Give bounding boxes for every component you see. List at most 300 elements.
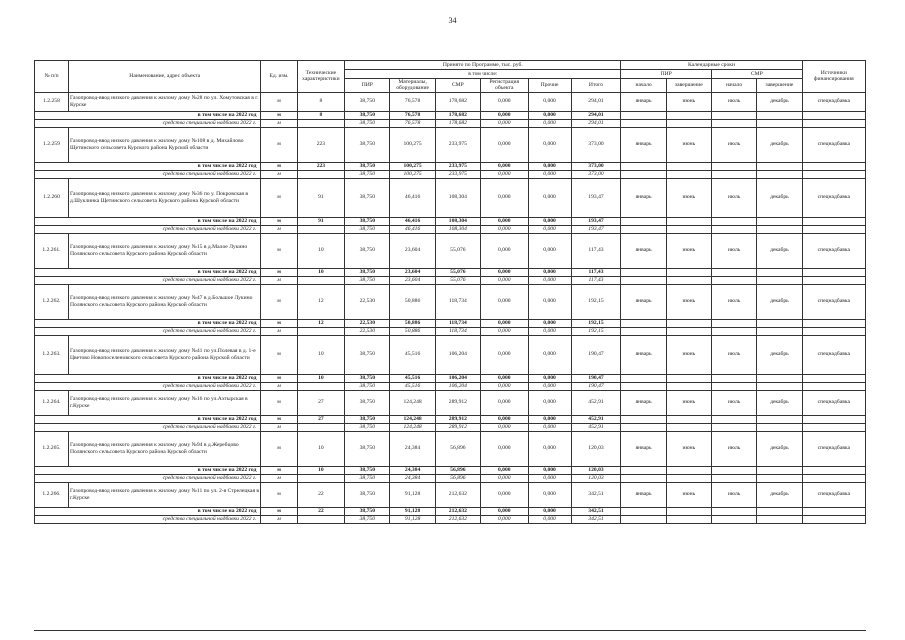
cost-value: 0,000 <box>528 319 571 327</box>
calendar-month: июнь <box>666 390 711 415</box>
object-name: Газопровод-ввод низкого давления к жилому дому №41 по ул.Полевая в д. 1-е Цветово Новопоселеновского сельсовета Курского района Курской области <box>68 335 260 374</box>
fund-label: средства специальной надбавки 2022 г. <box>35 225 261 233</box>
object-name: Газопровод-ввод низкого давления к жилому дому №28 по ул. Хомутовская в г. Курске <box>68 92 260 111</box>
cost-value: 24,384 <box>390 474 435 482</box>
header-col-pir: ПИР <box>345 79 390 93</box>
cost-value: 91,128 <box>390 507 435 515</box>
object-name: Газопровод-ввод низкого давления к жилому дому №15 в д.Малое Лукино Полянского сельсовета Курского района Курской области <box>68 233 260 268</box>
cost-value: 23,604 <box>390 276 435 284</box>
fund-row <box>35 515 866 523</box>
object-name: Газопровод-ввод низкого давления к жилому дому №16 по ул.Ахтырская в г.Курске <box>68 390 260 415</box>
cost-value: 38,750 <box>345 268 390 276</box>
cost-value: 0,000 <box>528 374 571 382</box>
cost-value: 342,51 <box>571 482 621 507</box>
cost-value: 0,000 <box>481 482 529 507</box>
cost-value: 38,750 <box>345 515 390 523</box>
tech-value: 10 <box>297 233 345 268</box>
subtotal-label: в том числе на 2022 год <box>35 374 261 382</box>
cost-value: 0,000 <box>481 111 529 119</box>
fund-row <box>35 382 866 390</box>
fund-label: средства специальной надбавки 2022 г. <box>35 382 261 390</box>
unit: м <box>261 170 297 178</box>
cost-value: 0,000 <box>528 178 571 217</box>
subtotal-label: в том числе на 2022 год <box>35 111 261 119</box>
funding-source: спецнадбавка <box>802 335 865 374</box>
cost-value: 0,000 <box>528 170 571 178</box>
cost-value: 38,750 <box>345 119 390 127</box>
fund-row <box>35 119 866 127</box>
calendar-month: июль <box>711 178 756 217</box>
cost-value: 0,000 <box>528 390 571 415</box>
unit: м <box>261 431 297 466</box>
unit: м <box>261 390 297 415</box>
header-col-materials: Материалы, оборудование <box>390 79 435 93</box>
funding-source: спецнадбавка <box>802 127 865 162</box>
cost-value: 38,750 <box>345 423 390 431</box>
cost-value: 46,416 <box>390 178 435 217</box>
tech-value: 10 <box>297 431 345 466</box>
cost-value: 38,750 <box>345 276 390 284</box>
row-number: 1.2.260 <box>35 178 69 217</box>
cost-value: 120,03 <box>571 474 621 482</box>
cost-value: 23,604 <box>390 233 435 268</box>
cost-value: 46,416 <box>390 225 435 233</box>
cost-value: 38,750 <box>345 111 390 119</box>
tech-value: 12 <box>297 319 345 327</box>
tech-value: 91 <box>297 178 345 217</box>
unit: м <box>261 374 297 382</box>
cost-value: 0,000 <box>481 284 529 319</box>
table-row <box>35 390 866 415</box>
cost-value: 120,03 <box>571 466 621 474</box>
header-name: Наименование, адрес объекта <box>68 61 260 93</box>
object-name: Газопровод-ввод низкого давления к жилому дому №108 в д. Михайлово Щетинского сельсовета Курского района Курской области <box>68 127 260 162</box>
unit: м <box>261 382 297 390</box>
cost-value: 233,975 <box>435 162 480 170</box>
cost-value: 0,000 <box>481 319 529 327</box>
cost-value: 0,000 <box>528 233 571 268</box>
cost-value: 452,91 <box>571 390 621 415</box>
calendar-month: июнь <box>666 335 711 374</box>
cost-value: 0,000 <box>528 335 571 374</box>
header-cal-start: начало <box>621 79 666 93</box>
cost-value: 0,000 <box>528 217 571 225</box>
tech-value: 10 <box>297 335 345 374</box>
cost-value: 22,530 <box>345 319 390 327</box>
fund-row <box>35 474 866 482</box>
cost-value: 118,734 <box>435 284 480 319</box>
unit: м <box>261 92 297 111</box>
cost-value: 38,750 <box>345 225 390 233</box>
fund-row <box>35 225 866 233</box>
fund-label: средства специальной надбавки 2022 г. <box>35 170 261 178</box>
fund-label: средства специальной надбавки 2022 г. <box>35 515 261 523</box>
cost-value: 46,416 <box>390 217 435 225</box>
cost-value: 212,632 <box>435 507 480 515</box>
header-cal-pir: ПИР <box>621 70 712 79</box>
subtotal-row <box>35 217 866 225</box>
row-number: 1.2.266. <box>35 482 69 507</box>
cost-value: 190,47 <box>571 382 621 390</box>
row-number: 1.2.265. <box>35 431 69 466</box>
cost-value: 0,000 <box>528 111 571 119</box>
cost-value: 108,304 <box>435 178 480 217</box>
calendar-month: июль <box>711 127 756 162</box>
cost-value: 56,896 <box>435 466 480 474</box>
subtotal-label: в том числе на 2022 год <box>35 217 261 225</box>
unit: м <box>261 335 297 374</box>
cost-value: 106,204 <box>435 382 480 390</box>
calendar-month: январь <box>621 482 666 507</box>
calendar-month: июнь <box>666 431 711 466</box>
cost-value: 0,000 <box>528 382 571 390</box>
subtotal-row <box>35 415 866 423</box>
subtotal-row <box>35 162 866 170</box>
program-table <box>34 60 866 524</box>
cost-value: 0,000 <box>528 276 571 284</box>
unit: м <box>261 466 297 474</box>
funding-source: спецнадбавка <box>802 431 865 466</box>
cost-value: 0,000 <box>528 431 571 466</box>
cost-value: 233,975 <box>435 127 480 162</box>
row-number: 1.2.263. <box>35 335 69 374</box>
cost-value: 117,43 <box>571 268 621 276</box>
header-unit: Ед. изм. <box>261 61 297 93</box>
header-cal-smr: СМР <box>711 70 802 79</box>
cost-value: 23,604 <box>390 268 435 276</box>
cost-value: 193,47 <box>571 217 621 225</box>
header-program: Принято по Программе, тыс. руб. <box>345 61 621 70</box>
cost-value: 0,000 <box>481 423 529 431</box>
calendar-month: декабрь <box>757 284 802 319</box>
unit: м <box>261 327 297 335</box>
unit: м <box>261 507 297 515</box>
table-row <box>35 92 866 111</box>
fund-row <box>35 327 866 335</box>
tech-value: 10 <box>297 374 345 382</box>
cost-value: 45,516 <box>390 374 435 382</box>
cost-value: 0,000 <box>481 466 529 474</box>
subtotal-row <box>35 374 866 382</box>
cost-value: 45,516 <box>390 335 435 374</box>
cost-value: 192,15 <box>571 284 621 319</box>
cost-value: 0,000 <box>481 276 529 284</box>
cost-value: 108,304 <box>435 217 480 225</box>
unit: м <box>261 119 297 127</box>
cost-value: 0,000 <box>528 327 571 335</box>
cost-value: 0,000 <box>528 119 571 127</box>
calendar-month: январь <box>621 233 666 268</box>
cost-value: 0,000 <box>481 327 529 335</box>
cost-value: 0,000 <box>528 415 571 423</box>
cost-value: 91,128 <box>390 482 435 507</box>
cost-value: 100,275 <box>390 170 435 178</box>
cost-value: 38,750 <box>345 482 390 507</box>
cost-value: 0,000 <box>528 162 571 170</box>
cost-value: 0,000 <box>481 268 529 276</box>
funding-source: спецнадбавка <box>802 233 865 268</box>
cost-value: 0,000 <box>481 515 529 523</box>
subtotal-label: в том числе на 2022 год <box>35 507 261 515</box>
cost-value: 108,304 <box>435 225 480 233</box>
cost-value: 55,076 <box>435 268 480 276</box>
cost-value: 0,000 <box>481 225 529 233</box>
cost-value: 100,275 <box>390 127 435 162</box>
header-incl: в том числе: <box>345 70 621 79</box>
unit: м <box>261 515 297 523</box>
unit: м <box>261 111 297 119</box>
cost-value: 373,00 <box>571 127 621 162</box>
cost-value: 38,750 <box>345 178 390 217</box>
cost-value: 0,000 <box>481 233 529 268</box>
funding-source: спецнадбавка <box>802 482 865 507</box>
unit: м <box>261 319 297 327</box>
funding-source: спецнадбавка <box>802 390 865 415</box>
cost-value: 0,000 <box>528 268 571 276</box>
cost-value: 91,128 <box>390 515 435 523</box>
cost-value: 192,15 <box>571 319 621 327</box>
cost-value: 118,734 <box>435 327 480 335</box>
unit: м <box>261 276 297 284</box>
unit: м <box>261 268 297 276</box>
calendar-month: декабрь <box>757 178 802 217</box>
header-cal-start: начало <box>711 79 756 93</box>
cost-value: 452,91 <box>571 415 621 423</box>
table-row <box>35 335 866 374</box>
cost-value: 294,01 <box>571 119 621 127</box>
header-col-smr: СМР <box>435 79 480 93</box>
funding-source: спецнадбавка <box>802 284 865 319</box>
cost-value: 38,750 <box>345 170 390 178</box>
header-col-registration: Регистрация объекта <box>481 79 529 93</box>
cost-value: 124,248 <box>390 415 435 423</box>
table-row <box>35 178 866 217</box>
calendar-month: январь <box>621 390 666 415</box>
calendar-month: июль <box>711 233 756 268</box>
subtotal-row <box>35 507 866 515</box>
fund-label: средства специальной надбавки 2022 г. <box>35 474 261 482</box>
tech-value: 27 <box>297 415 345 423</box>
subtotal-label: в том числе на 2022 год <box>35 415 261 423</box>
header-cal-end: завершение <box>666 79 711 93</box>
table-row <box>35 482 866 507</box>
calendar-month: июнь <box>666 178 711 217</box>
calendar-month: январь <box>621 335 666 374</box>
cost-value: 38,750 <box>345 374 390 382</box>
cost-value: 38,750 <box>345 162 390 170</box>
cost-value: 212,632 <box>435 482 480 507</box>
row-number: 1.2.264. <box>35 390 69 415</box>
header-col-other: Прочие <box>528 79 571 93</box>
unit: м <box>261 162 297 170</box>
cost-value: 24,384 <box>390 431 435 466</box>
cost-value: 76,578 <box>390 111 435 119</box>
unit: м <box>261 217 297 225</box>
table-row <box>35 431 866 466</box>
cost-value: 0,000 <box>528 507 571 515</box>
subtotal-row <box>35 268 866 276</box>
cost-value: 0,000 <box>481 390 529 415</box>
fund-row <box>35 276 866 284</box>
cost-value: 233,975 <box>435 170 480 178</box>
cost-value: 0,000 <box>481 162 529 170</box>
cost-value: 0,000 <box>481 127 529 162</box>
cost-value: 38,750 <box>345 390 390 415</box>
cost-value: 0,000 <box>481 335 529 374</box>
calendar-month: декабрь <box>757 233 802 268</box>
funding-source: спецнадбавка <box>802 92 865 111</box>
fund-label: средства специальной надбавки 2022 г. <box>35 276 261 284</box>
cost-value: 0,000 <box>481 217 529 225</box>
tech-value: 22 <box>297 482 345 507</box>
cost-value: 106,204 <box>435 335 480 374</box>
cost-value: 118,734 <box>435 319 480 327</box>
calendar-month: июнь <box>666 482 711 507</box>
row-number: 1.2.262. <box>35 284 69 319</box>
funding-source: спецнадбавка <box>802 178 865 217</box>
fund-label: средства специальной надбавки 2022 г. <box>35 423 261 431</box>
calendar-month: декабрь <box>757 335 802 374</box>
cost-value: 38,750 <box>345 382 390 390</box>
fund-row <box>35 423 866 431</box>
cost-value: 0,000 <box>481 382 529 390</box>
calendar-month: январь <box>621 178 666 217</box>
calendar-month: декабрь <box>757 390 802 415</box>
row-number: 1.2.258 <box>35 92 69 111</box>
cost-value: 24,384 <box>390 466 435 474</box>
fund-label: средства специальной надбавки 2022 г. <box>35 327 261 335</box>
unit: м <box>261 127 297 162</box>
cost-value: 0,000 <box>481 474 529 482</box>
calendar-month: декабрь <box>757 431 802 466</box>
header-source: Источники финансирования <box>802 61 865 93</box>
cost-value: 106,204 <box>435 374 480 382</box>
cost-value: 38,750 <box>345 466 390 474</box>
table-row <box>35 284 866 319</box>
cost-value: 193,47 <box>571 178 621 217</box>
cost-value: 0,000 <box>528 92 571 111</box>
cost-value: 0,000 <box>481 431 529 466</box>
cost-value: 50,886 <box>390 327 435 335</box>
calendar-month: июль <box>711 92 756 111</box>
cost-value: 178,682 <box>435 111 480 119</box>
cost-value: 124,248 <box>390 423 435 431</box>
calendar-month: июнь <box>666 284 711 319</box>
unit: м <box>261 178 297 217</box>
row-number: 1.2.259 <box>35 127 69 162</box>
cost-value: 0,000 <box>481 170 529 178</box>
subtotal-row <box>35 319 866 327</box>
cost-value: 117,43 <box>571 233 621 268</box>
cost-value: 0,000 <box>481 92 529 111</box>
calendar-month: январь <box>621 92 666 111</box>
calendar-month: январь <box>621 284 666 319</box>
table-body <box>35 92 866 523</box>
tech-value: 10 <box>297 466 345 474</box>
row-number: 1.2.261. <box>35 233 69 268</box>
cost-value: 0,000 <box>481 374 529 382</box>
cost-value: 38,750 <box>345 335 390 374</box>
object-name: Газопровод-ввод низкого давления к жилому дому №36 по у. Покровская в д.Шуклинка Щетинского сельсовета Курского района Курской области <box>68 178 260 217</box>
cost-value: 193,47 <box>571 225 621 233</box>
cost-value: 0,000 <box>481 119 529 127</box>
cost-value: 289,912 <box>435 390 480 415</box>
cost-value: 50,886 <box>390 319 435 327</box>
cost-value: 38,750 <box>345 474 390 482</box>
cost-value: 190,47 <box>571 335 621 374</box>
table-row <box>35 127 866 162</box>
calendar-month: декабрь <box>757 92 802 111</box>
cost-value: 0,000 <box>528 284 571 319</box>
header-col-total: Итого <box>571 79 621 93</box>
cost-value: 55,076 <box>435 233 480 268</box>
cost-value: 76,578 <box>390 92 435 111</box>
cost-value: 0,000 <box>528 515 571 523</box>
cost-value: 192,15 <box>571 327 621 335</box>
cost-value: 22,530 <box>345 327 390 335</box>
calendar-month: январь <box>621 431 666 466</box>
cost-value: 373,00 <box>571 170 621 178</box>
header-calendar: Календарные сроки <box>621 61 802 70</box>
calendar-month: июнь <box>666 127 711 162</box>
calendar-month: июль <box>711 482 756 507</box>
subtotal-row <box>35 466 866 474</box>
cost-value: 0,000 <box>481 507 529 515</box>
cost-value: 22,530 <box>345 284 390 319</box>
cost-value: 50,886 <box>390 284 435 319</box>
calendar-month: июль <box>711 390 756 415</box>
header-num: № п/п <box>35 61 69 93</box>
cost-value: 38,750 <box>345 217 390 225</box>
cost-value: 38,750 <box>345 431 390 466</box>
header-tech: Технические характеристики <box>297 61 345 93</box>
table-row <box>35 233 866 268</box>
unit: м <box>261 474 297 482</box>
cost-value: 38,750 <box>345 507 390 515</box>
calendar-month: июнь <box>666 233 711 268</box>
cost-value: 56,896 <box>435 431 480 466</box>
unit: м <box>261 233 297 268</box>
calendar-month: декабрь <box>757 127 802 162</box>
cost-value: 342,51 <box>571 515 621 523</box>
calendar-month: июль <box>711 431 756 466</box>
unit: м <box>261 284 297 319</box>
cost-value: 289,912 <box>435 423 480 431</box>
subtotal-row <box>35 111 866 119</box>
cost-value: 178,682 <box>435 119 480 127</box>
cost-value: 120,03 <box>571 431 621 466</box>
subtotal-label: в том числе на 2022 год <box>35 466 261 474</box>
unit: м <box>261 225 297 233</box>
tech-value: 22 <box>297 507 345 515</box>
tech-value: 12 <box>297 284 345 319</box>
cost-value: 373,00 <box>571 162 621 170</box>
cost-value: 56,896 <box>435 474 480 482</box>
cost-value: 0,000 <box>528 225 571 233</box>
cost-value: 55,076 <box>435 276 480 284</box>
cost-value: 294,01 <box>571 111 621 119</box>
unit: м <box>261 423 297 431</box>
cost-value: 100,275 <box>390 162 435 170</box>
subtotal-label: в том числе на 2022 год <box>35 319 261 327</box>
unit: м <box>261 482 297 507</box>
cost-value: 124,248 <box>390 390 435 415</box>
fund-row <box>35 170 866 178</box>
cost-value: 38,750 <box>345 415 390 423</box>
cost-value: 117,43 <box>571 276 621 284</box>
tech-value: 8 <box>297 111 345 119</box>
object-name: Газопровод-ввод низкого давления к жилому дому №47 в д.Большое Лукино Полянского сельсовета Курского района Курской области <box>68 284 260 319</box>
